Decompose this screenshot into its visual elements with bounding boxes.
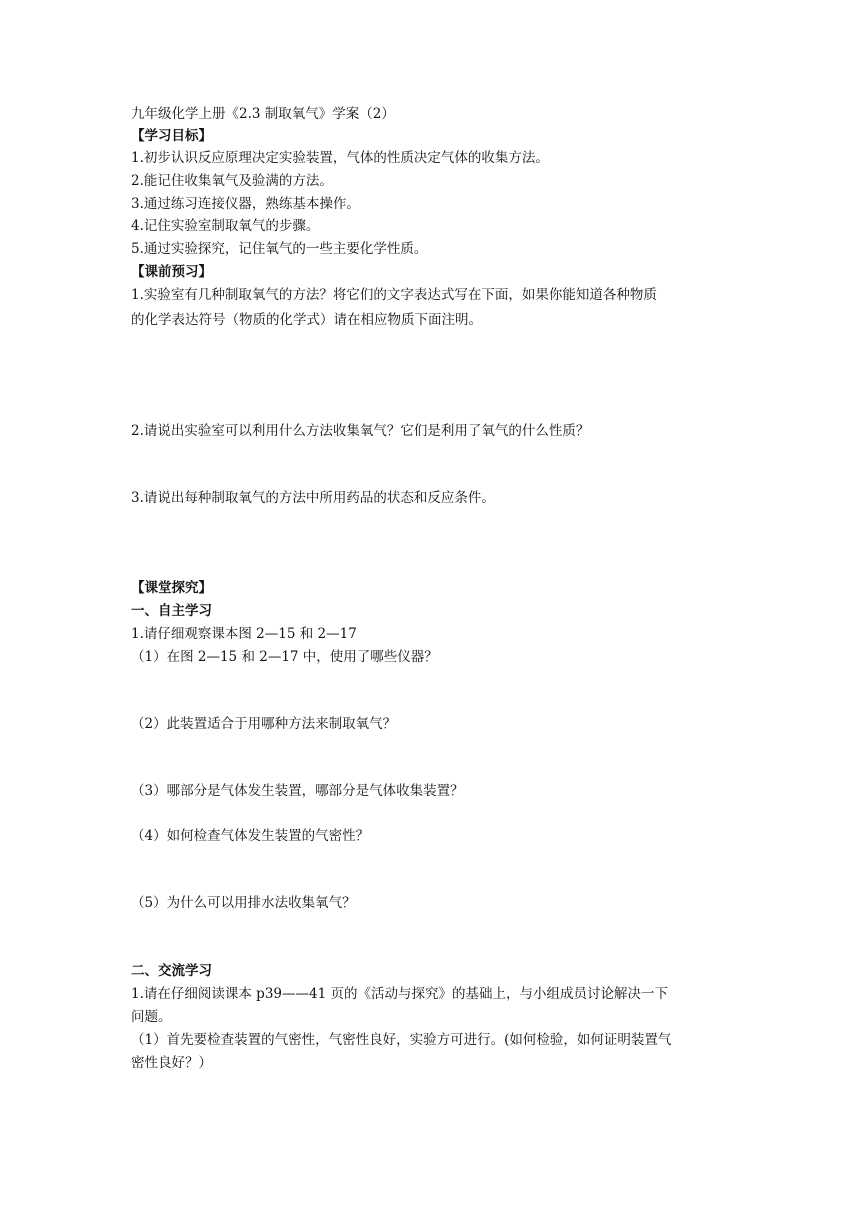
goal-item: 1.初步认识反应原理决定实验装置，气体的性质决定气体的收集方法。 xyxy=(131,150,549,166)
self-study-heading: 一、自主学习 xyxy=(131,603,212,619)
explore-heading: 【课堂探究】 xyxy=(131,580,212,596)
goal-item: 5.通过实验探究，记住氧气的一些主要化学性质。 xyxy=(131,241,428,257)
preview-question-1-line-1: 1.实验室有几种制取氧气的方法？将它们的文字表达式写在下面，如果你能知道各种物质 xyxy=(131,287,657,303)
exchange-question-1-line-2: 密性良好？） xyxy=(131,1055,212,1071)
preview-heading: 【课前预习】 xyxy=(131,264,212,280)
exchange-intro-line-2: 问题。 xyxy=(131,1009,172,1025)
self-study-question: （3）哪部分是气体发生装置，哪部分是气体收集装置？ xyxy=(131,783,464,799)
goal-item: 4.记住实验室制取氧气的步骤。 xyxy=(131,218,320,234)
self-study-question: （1）在图 2—15 和 2—17 中，使用了哪些仪器？ xyxy=(131,649,438,665)
document-title: 九年级化学上册《2.3 制取氧气》学案（2） xyxy=(131,106,395,122)
self-study-question: （5）为什么可以用排水法收集氧气？ xyxy=(131,895,356,911)
goals-heading: 【学习目标】 xyxy=(131,128,212,144)
exchange-question-1-line-1: （1）首先要检查装置的气密性，气密性良好，实验方可进行。(如何检验，如何证明装置气 xyxy=(131,1032,672,1048)
goal-item: 2.能记住收集氧气及验满的方法。 xyxy=(131,173,333,189)
self-study-question: （2）此装置适合于用哪种方法来制取氧气？ xyxy=(131,716,397,732)
self-study-intro: 1.请仔细观察课本图 2—15 和 2—17 xyxy=(131,626,357,642)
exchange-heading: 二、交流学习 xyxy=(131,963,212,979)
preview-question-3: 3.请说出每种制取氧气的方法中所用药品的状态和反应条件。 xyxy=(131,490,495,506)
preview-question-1-line-2: 的化学表达符号（物质的化学式）请在相应物质下面注明。 xyxy=(131,312,482,328)
exchange-intro-line-1: 1.请在仔细阅读课本 p39——41 页的《活动与探究》的基础上，与小组成员讨论解决一下 xyxy=(131,986,668,1002)
preview-question-2: 2.请说出实验室可以利用什么方法收集氧气？它们是利用了氧气的什么性质？ xyxy=(131,423,590,439)
goal-item: 3.通过练习连接仪器，熟练基本操作。 xyxy=(131,196,360,212)
self-study-question: （4）如何检查气体发生装置的气密性？ xyxy=(131,828,370,844)
